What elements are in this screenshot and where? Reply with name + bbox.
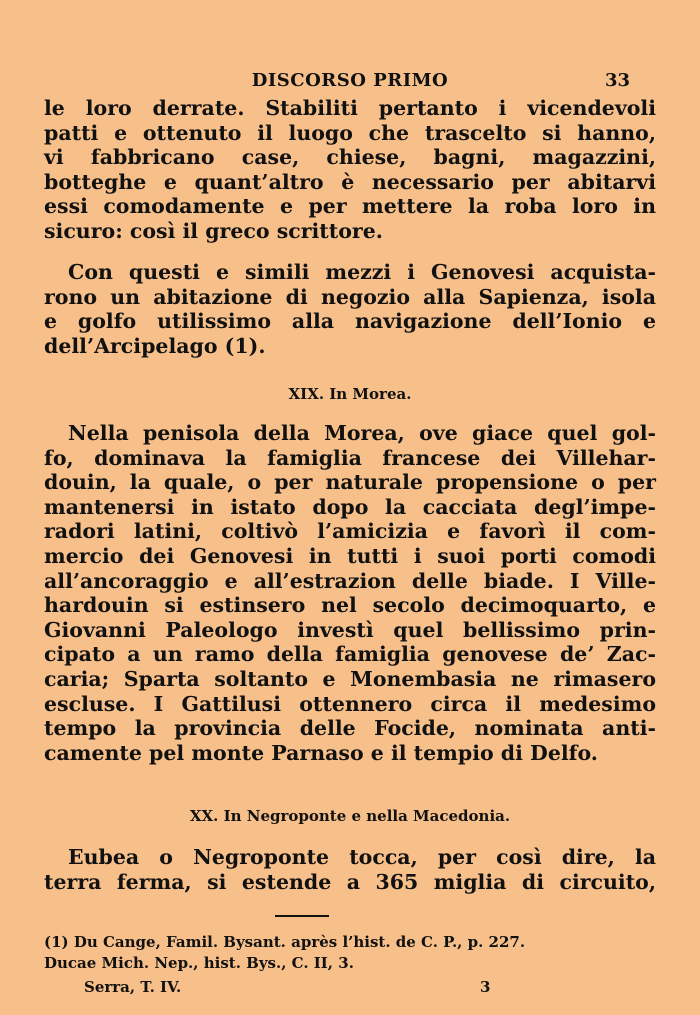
signature-mark: Serra, T. IV. — [84, 978, 182, 996]
paragraph-2 — [44, 260, 656, 358]
running-head-title: DISCORSO PRIMO — [251, 70, 449, 91]
text-line: dell’Arcipelago (1). — [44, 333, 266, 358]
paragraph-3 — [44, 421, 656, 765]
text-line: Nella penisola della Morea, ove giace quel gol- — [68, 421, 656, 445]
section-heading-20: XX. In Negroponte e nella Macedonia. — [189, 807, 511, 825]
running-head — [44, 70, 656, 94]
text-line: tempo la provincia delle Focide, nominata anti- — [44, 716, 656, 741]
text-line: sicuro: così il greco scrittore. — [44, 218, 383, 243]
footnote — [44, 932, 656, 974]
text-line: Giovanni Paleologo investì quel bellissimo prin- — [44, 617, 656, 642]
paragraph-4 — [44, 845, 656, 894]
paragraph-1 — [44, 96, 656, 244]
text-line: e golfo utilissimo alla navigazione dell’Ionio e — [44, 309, 656, 334]
text-line: radori latini, coltivò l’amicizia e favorì il com- — [44, 519, 656, 544]
signature-number: 3 — [480, 978, 491, 996]
page-number: 33 — [604, 70, 630, 91]
text-line: essi comodamente e per mettere la roba loro in — [44, 194, 656, 219]
text-line: mantenersi in istato dopo la cacciata degl’impe- — [44, 494, 656, 519]
text-line: rono un abitazione di negozio alla Sapienza, isola — [44, 284, 656, 309]
text-line: Eubea o Negroponte tocca, per così dire, la — [68, 845, 656, 869]
footnote-rule — [275, 915, 329, 917]
text-line: escluse. I Gattilusi ottennero circa il medesimo — [44, 691, 656, 716]
text-line: terra ferma, si estende a 365 miglia di circuito, — [44, 869, 656, 894]
text-line: caria; Sparta soltanto e Monembasia ne rimasero — [44, 666, 656, 691]
text-line: all’ancoraggio e all’estrazion delle biade. I Ville- — [44, 568, 656, 593]
text-line: fo, dominava la famiglia francese dei Villehar- — [44, 445, 656, 470]
footnote-line: Ducae Mich. Nep., hist. Bys., C. II, 3. — [44, 954, 354, 972]
footnote-line: (1) Du Cange, Famil. Bysant. après l’hist. de C. P., p. 227. — [44, 933, 526, 951]
text-line: hardouin si estinsero nel secolo decimoquarto, e — [44, 593, 656, 618]
text-line: douin, la quale, o per naturale propensione o per — [44, 470, 656, 495]
text-line: patti e ottenuto il luogo che trascelto si hanno, — [44, 120, 656, 145]
signature-line — [84, 978, 504, 996]
section-heading-19: XIX. In Morea. — [288, 385, 412, 403]
text-line: mercio dei Genovesi in tutti i suoi porti comodi — [44, 543, 656, 568]
text-line: vi fabbricano case, chiese, bagni, magazzini, — [44, 145, 656, 170]
text-line: cipato a un ramo della famiglia genovese de’ Zac- — [44, 642, 656, 667]
text-line: Con questi e simili mezzi i Genovesi acquista- — [68, 260, 656, 284]
text-line: le loro derrate. Stabiliti pertanto i vicendevoli — [44, 96, 656, 120]
text-line: botteghe e quant’altro è necessario per abitarvi — [44, 169, 656, 194]
text-line: camente pel monte Parnaso e il tempio di Delfo. — [44, 740, 598, 765]
